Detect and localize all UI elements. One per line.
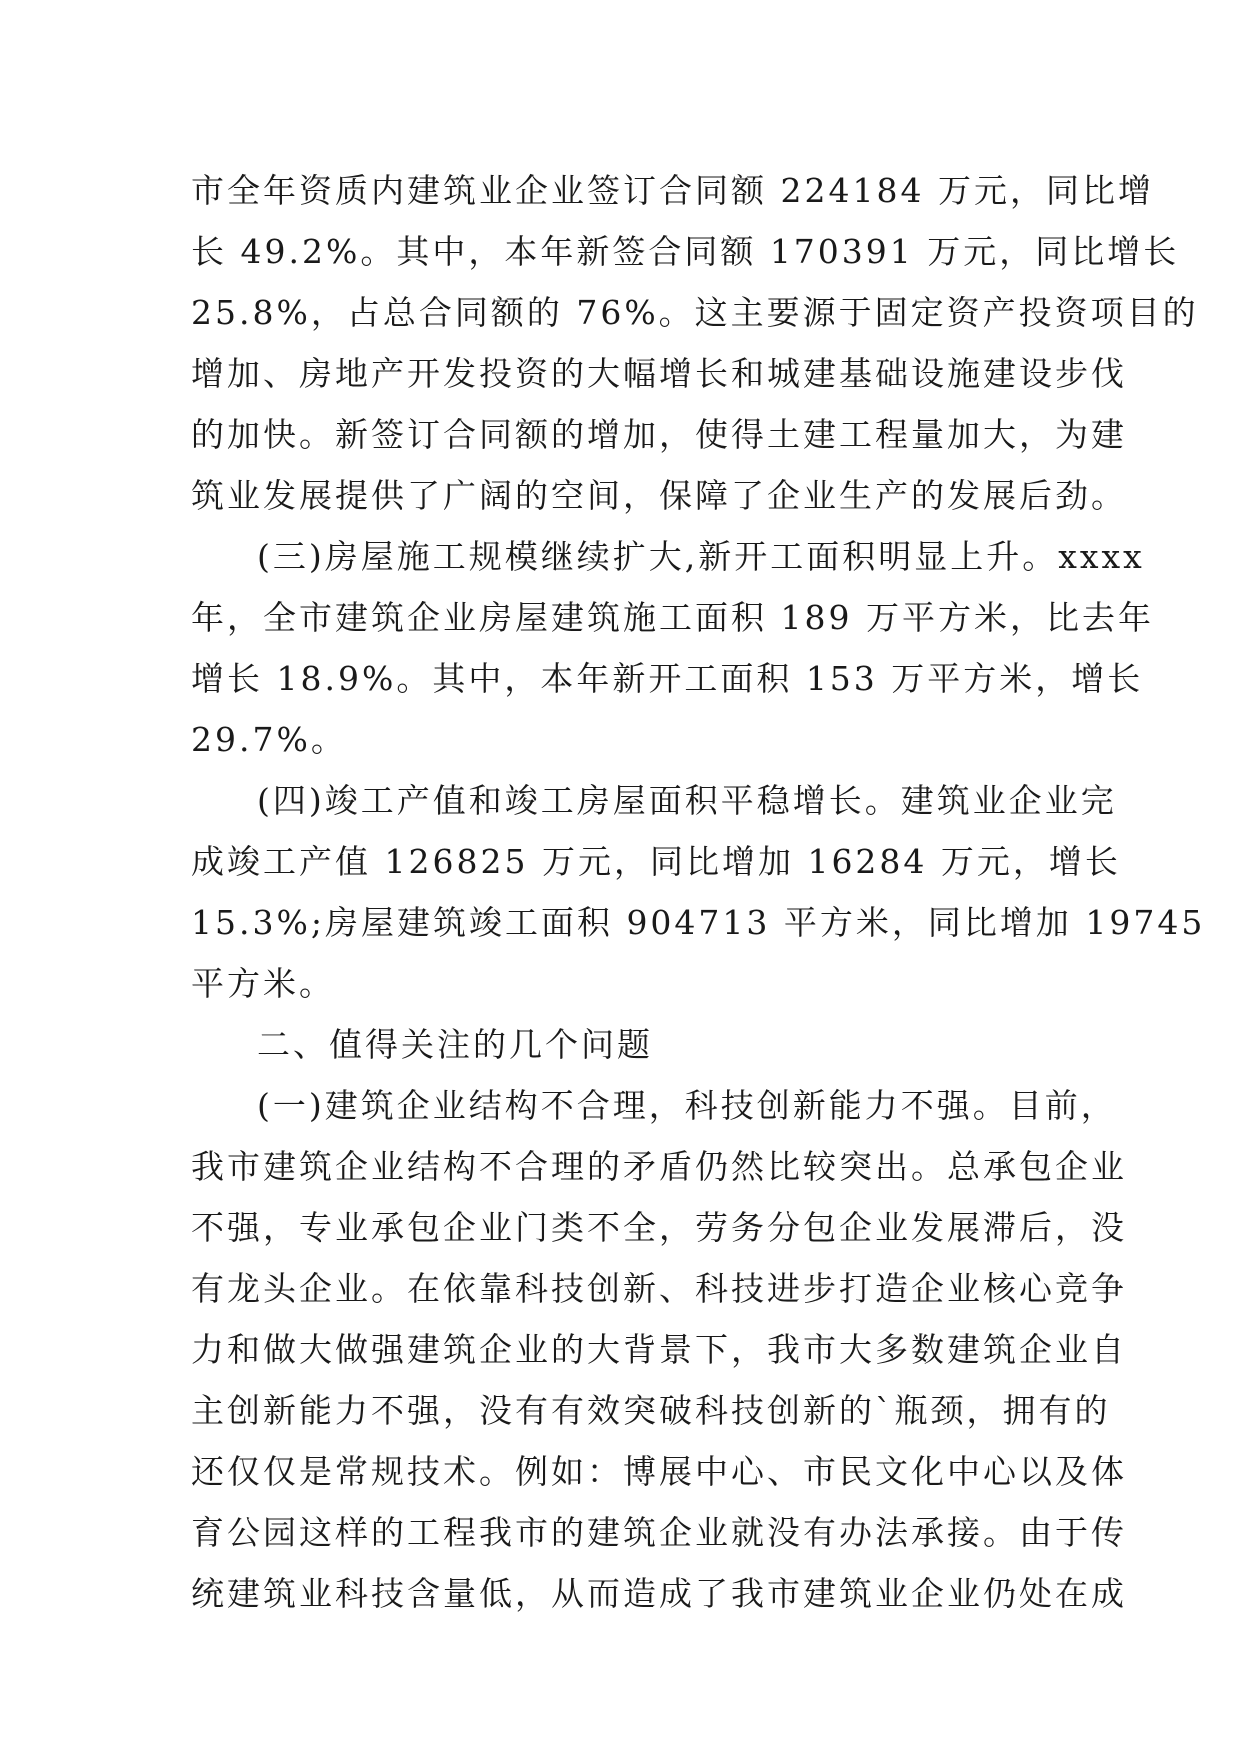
text-line: 力和做大做强建筑企业的大背景下，我市大多数建筑企业自	[191, 1330, 1127, 1369]
text-line: 不强，专业承包企业门类不全，劳务分包企业发展滞后，没	[191, 1208, 1127, 1247]
text-line: 的加快。新签订合同额的增加，使得土建工程量加大，为建	[191, 415, 1127, 454]
section-heading-line: (三)房屋施工规模继续扩大,新开工面积明显上升。xxxx	[257, 537, 1145, 576]
section-heading-line: (一)建筑企业结构不合理，科技创新能力不强。目前，	[257, 1086, 1117, 1125]
text-line: 29.7%。	[191, 720, 347, 759]
text-line: 增长 18.9%。其中，本年新开工面积 153 万平方米，增长	[191, 659, 1144, 698]
text-line: 增加、房地产开发投资的大幅增长和城建基础设施建设步伐	[191, 354, 1127, 393]
text-line: 我市建筑企业结构不合理的矛盾仍然比较突出。总承包企业	[191, 1147, 1127, 1186]
chapter-heading: 二、值得关注的几个问题	[257, 1025, 653, 1064]
text-line: 25.8%，占总合同额的 76%。这主要源于固定资产投资项目的	[191, 293, 1199, 332]
section-heading-line: (四)竣工产值和竣工房屋面积平稳增长。建筑业企业完	[257, 781, 1117, 820]
text-line: 还仅仅是常规技术。例如：博展中心、市民文化中心以及体	[191, 1452, 1127, 1491]
text-line: 统建筑业科技含量低，从而造成了我市建筑业企业仍处在成	[191, 1574, 1127, 1613]
text-line: 市全年资质内建筑业企业签订合同额 224184 万元，同比增	[191, 171, 1154, 210]
text-line: 主创新能力不强，没有有效突破科技创新的`瓶颈，拥有的	[191, 1391, 1111, 1430]
text-line: 长 49.2%。其中，本年新签合同额 170391 万元，同比增长	[191, 232, 1180, 271]
text-line: 平方米。	[191, 964, 335, 1003]
document-body	[191, 160, 1206, 1624]
text-line: 成竣工产值 126825 万元，同比增加 16284 万元，增长	[191, 842, 1121, 881]
text-line: 15.3%;房屋建筑竣工面积 904713 平方米，同比增加 19745	[191, 903, 1206, 942]
text-line: 育公园这样的工程我市的建筑企业就没有办法承接。由于传	[191, 1513, 1127, 1552]
text-line: 筑业发展提供了广阔的空间，保障了企业生产的发展后劲。	[191, 476, 1127, 515]
text-line: 年，全市建筑企业房屋建筑施工面积 189 万平方米，比去年	[191, 598, 1154, 637]
text-line: 有龙头企业。在依靠科技创新、科技进步打造企业核心竞争	[191, 1269, 1127, 1308]
